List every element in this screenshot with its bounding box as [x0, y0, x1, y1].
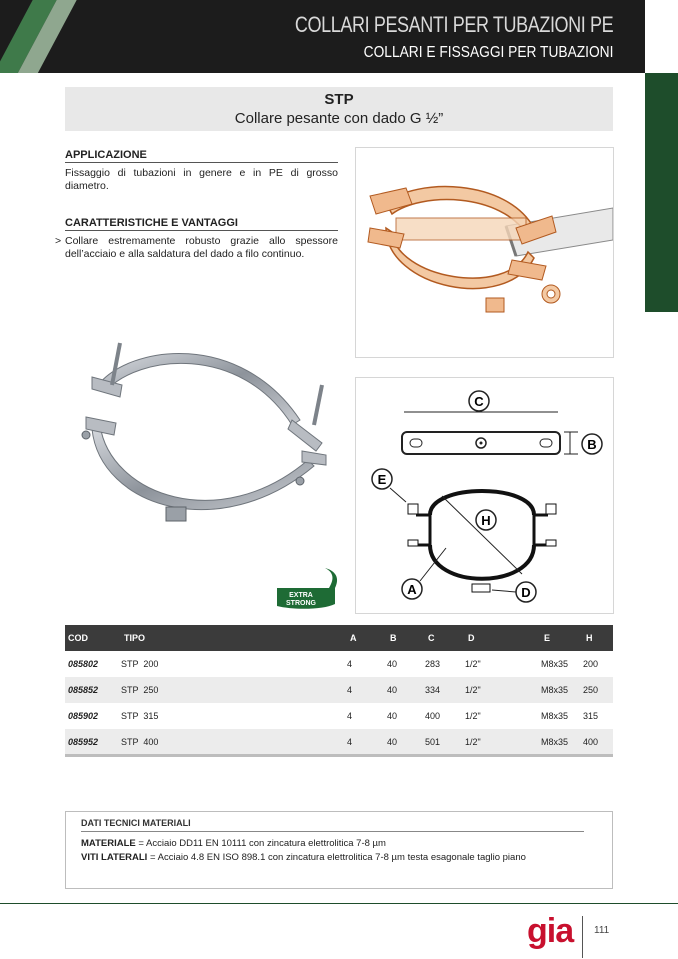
label-h: H: [481, 513, 491, 528]
cell-h: 315: [583, 711, 599, 721]
label-b: B: [587, 437, 597, 452]
cell-e: M8x35: [541, 659, 569, 669]
badge-line1: EXTRA: [289, 592, 313, 599]
cell-c: 501: [425, 729, 465, 755]
cell-cod: 085802: [68, 659, 99, 669]
col-e: E: [541, 625, 583, 651]
cell-tipo: STP 400: [121, 729, 347, 755]
page-number: 111: [594, 925, 610, 936]
cell-b: 40: [387, 711, 398, 721]
bullet-marker: >: [55, 235, 62, 247]
cell-d: 1/2": [465, 711, 481, 721]
tech-data-box: [65, 811, 613, 889]
cell-b: 40: [387, 659, 398, 669]
cell-tipo: STP 250: [121, 677, 347, 703]
label-c: C: [474, 394, 484, 409]
gia-logo: gia: [527, 912, 574, 950]
product-title-box: [65, 87, 613, 131]
tech-label-viti: VITI LATERALI: [81, 852, 148, 863]
cell-e: M8x35: [541, 711, 569, 721]
cell-d: 1/2": [465, 659, 481, 669]
cell-h: 400: [583, 729, 613, 755]
footer-rule: [0, 903, 678, 904]
caratteristiche-text: Collare estremamente robusto grazie allo spessore dell’acciaio e alla saldatura del dado a filo continuo.: [65, 235, 338, 260]
table-bottom-rule: [65, 754, 613, 757]
caratteristiche-heading: CARATTERISTICHE E VANTAGGI: [65, 217, 338, 231]
cell-b: 40: [387, 729, 425, 755]
cell-d: 1/2": [465, 677, 541, 703]
side-bar-gap: [645, 0, 678, 73]
tech-heading: DATI TECNICI MATERIALI: [81, 818, 584, 832]
dimension-diagram-frame: [355, 377, 614, 614]
product-code: STP: [324, 91, 354, 108]
table-row: [65, 729, 613, 755]
col-tipo: TIPO: [121, 625, 347, 651]
col-cod: COD: [65, 625, 121, 651]
illustration-frame: [355, 147, 614, 358]
tech-text-materiale: = Acciaio DD11 EN 10111 con zincatura elettrolitica 7-8 µm: [135, 838, 386, 849]
product-name: Collare pesante con dado G ½”: [234, 110, 444, 127]
cell-a: 4: [347, 711, 353, 721]
table-row: [65, 677, 613, 703]
cell-tipo: STP 200: [121, 659, 159, 669]
table-row: [65, 651, 613, 677]
dim-line-h: [442, 496, 522, 574]
applicazione-heading: APPLICAZIONE: [65, 149, 338, 163]
tech-text-viti: = Acciaio 4.8 EN ISO 898.1 con zincatura elettrolitica 7-8 µm testa esagonale taglio piano: [147, 852, 526, 863]
col-d: D: [465, 625, 541, 651]
header-subtitle: COLLARI E FISSAGGI PER TUBAZIONI: [363, 44, 613, 61]
clamp-lower: [430, 545, 534, 579]
header-title: COLLARI PESANTI PER TUBAZIONI PE: [294, 12, 613, 37]
tech-line-viti: [81, 852, 526, 863]
cell-cod: 085952: [65, 729, 121, 755]
cell-cod: 085902: [68, 711, 99, 721]
applicazione-text: Fissaggio di tubazioni in genere e in PE di grosso diametro.: [65, 167, 338, 192]
col-h: H: [583, 625, 613, 651]
label-d: D: [521, 585, 531, 600]
cell-e: M8x35: [541, 729, 583, 755]
orange-illustration: [356, 148, 613, 357]
cell-cod: 085852: [65, 677, 121, 703]
badge-line2: STRONG: [286, 600, 316, 607]
cell-d: 1/2": [465, 729, 541, 755]
table-header-row: [65, 625, 613, 651]
table-row: [65, 703, 613, 729]
tech-line-materiale: [81, 838, 386, 849]
cell-e: M8x35: [541, 677, 583, 703]
cell-c: 334: [425, 677, 465, 703]
cell-h: 250: [583, 677, 613, 703]
page-header: [0, 0, 645, 73]
cell-a: 4: [347, 659, 353, 669]
cell-b: 40: [387, 677, 425, 703]
label-e: E: [377, 472, 387, 487]
product-photo: [70, 325, 350, 530]
cell-h: 200: [583, 659, 599, 669]
cell-c: 283: [425, 659, 441, 669]
footer-separator: [582, 916, 583, 958]
dimension-diagram: [356, 378, 613, 613]
product-table: [65, 625, 613, 755]
extra-strong-badge-icon: [273, 566, 343, 612]
cell-c: 400: [425, 711, 441, 721]
cell-a: 4: [347, 677, 387, 703]
tech-label-materiale: MATERIALE: [81, 838, 136, 849]
label-a: A: [407, 582, 417, 597]
col-b: B: [387, 625, 425, 651]
col-c: C: [425, 625, 465, 651]
col-a: A: [347, 625, 387, 651]
cell-tipo: STP 315: [121, 711, 159, 721]
cell-a: 4: [347, 729, 387, 755]
